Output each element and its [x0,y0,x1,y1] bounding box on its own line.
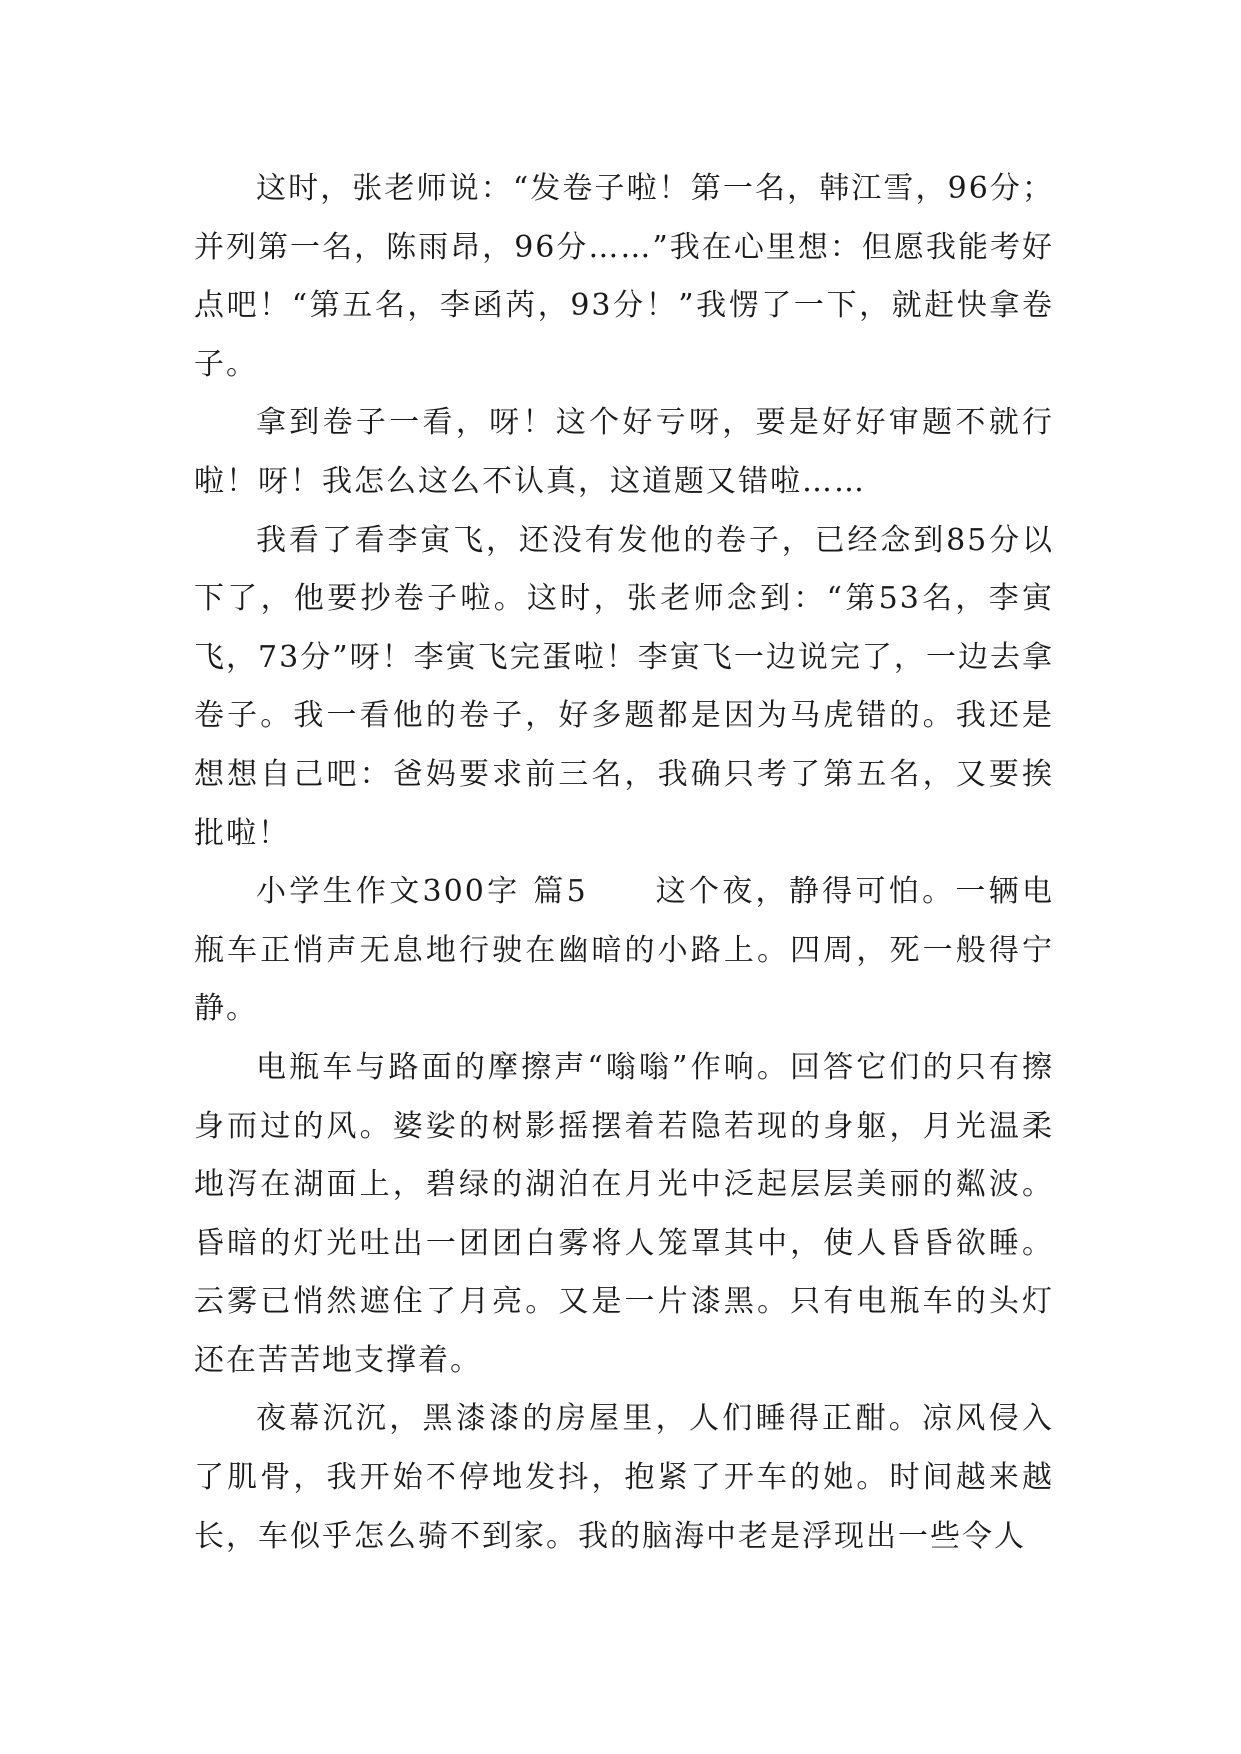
document-body [194,160,1054,1566]
paragraph-li-yinfei: 我看了看李寅飞，还没有发他的卷子，已经念到85分以下了，他要抄卷子啦。这时，张老师念到：“第53名，李寅飞，73分”呀！李寅飞完蛋啦！李寅飞一边说完了，一边去拿卷子。我一看他的卷子，好多题都是因为马虎错的。我还是想想自己吧：爸妈要求前三名，我确只考了第五名，又要挨批啦！ [194,522,1054,851]
paragraph-night-ride: 电瓶车与路面的摩擦声“嗡嗡”作响。回答它们的只有擦身而过的风。婆娑的树影摇摆着若隐若现的身躯，月光温柔地泻在湖面上，碧绿的湖泊在月光中泛起层层美丽的粼波。昏暗的灯光吐出一团团白雾将人笼罩其中，使人昏昏欲睡。云雾已悄然遮住了月亮。又是一片漆黑。只有电瓶车的头灯还在苦苦地支撑着。 [194,1049,1054,1378]
paragraph-essay-5-opening: 小学生作文300字 篇5 这个夜，静得可怕。一辆电瓶车正悄声无息地行驶在幽暗的小路上。四周，死一般得宁静。 [194,874,1054,1027]
paragraph-deep-night: 夜幕沉沉，黑漆漆的房屋里，人们睡得正酣。凉风侵入了肌骨，我开始不停地发抖，抱紧了开车的她。时间越来越长，车似乎怎么骑不到家。我的脑海中老是浮现出一些令人 [194,1401,1054,1554]
paragraph-exam-results: 这时，张老师说：“发卷子啦！第一名，韩江雪，96分；并列第一名，陈雨昂，96分……”我在心里想：但愿我能考好点吧！“第五名，李函芮，93分！”我愣了一下，就赶快拿卷子。 [194,171,1054,382]
paragraph-checking-paper: 拿到卷子一看，呀！这个好亏呀，要是好好审题不就行啦！呀！我怎么这么不认真，这道题又错啦…… [194,405,1054,499]
